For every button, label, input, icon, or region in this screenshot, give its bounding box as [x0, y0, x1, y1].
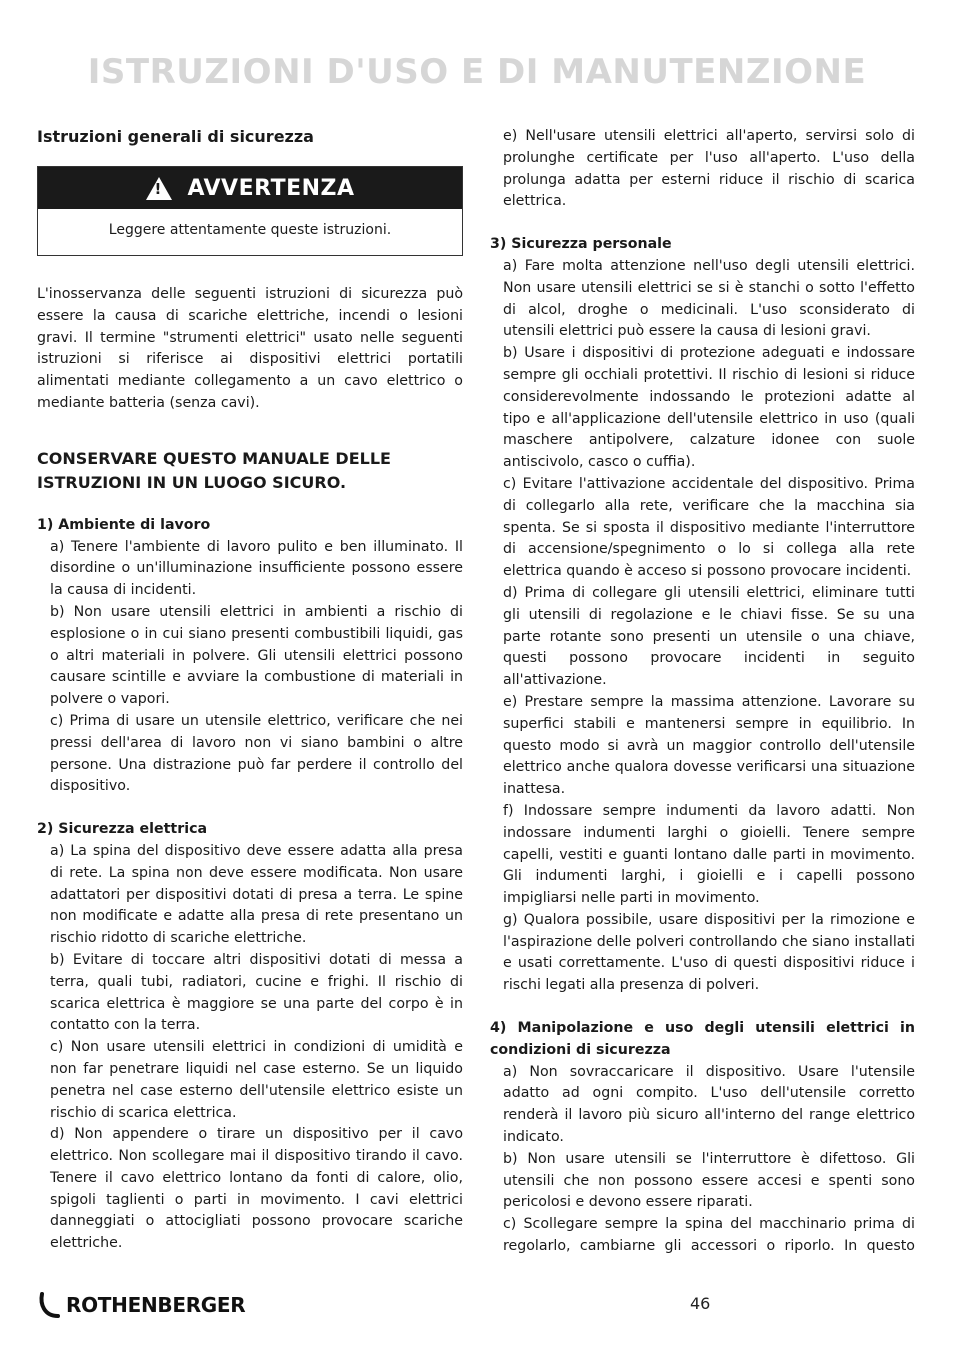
- brand-name: ROTHENBERGER: [66, 1293, 246, 1317]
- list-item: b) Non usare utensili elettrici in ambienti a rischio di esplosione o in cui siano presenti combustibili liquidi, gas o altri materiali in polvere. Gli utensili elettrici possono causare scintille e avviare la combustione di materiali in polvere o vapori.: [50, 603, 463, 708]
- page-number: 46: [690, 1294, 711, 1313]
- warning-header: [38, 167, 462, 209]
- warning-box: [37, 166, 463, 256]
- keep-manual-notice: CONSERVARE QUESTO MANUALE DELLE ISTRUZIONI IN UN LUOGO SICURO.: [37, 448, 391, 492]
- list-item: c) Non usare utensili elettrici in condizioni di umidità e non far penetrare liquidi nel case esterno. Se un liquido penetra nel case esterno dell'utensile elettrico esiste un rischio di scarica elettrica.: [50, 1039, 463, 1121]
- section-3-title: 3) Sicurezza personale: [490, 236, 672, 253]
- page-title: ISTRUZIONI D'USO E DI MANUTENZIONE: [87, 52, 867, 92]
- list-item: d) Non appendere o tirare un dispositivo per il cavo elettrico. Non scollegare mai il dispositivo tirando il cavo. Tenere il cavo elettrico lontano da fonti di calore, olio, spigoli taglienti o parti in movimento. I cavi elettrici danneggiati o attocigliati possono provocare scariche elettriche.: [50, 1126, 463, 1252]
- list-item: b) Usare i dispositivi di protezione adeguati e indossare sempre gli occhiali protettivi. Il rischio di lesioni si riduce considerevolmente indossando le protezioni adatte al tipo e all'applicazione dell'utensile elettrico in uso (quali maschere antipolvere, calzature idonee con suole antiscivolo, casco o cuffia).: [503, 345, 915, 471]
- left-column: [37, 126, 463, 1255]
- list-item: f) Indossare sempre indumenti da lavoro adatti. Non indossare indumenti larghi o gioielli. Tenere sempre capelli, vestiti e guanti lontano dalle parti in movimento. Gli indumenti larghi, i gioielli e i capelli possono impigliarsi nelle parti in movimento.: [503, 802, 915, 907]
- section-1-title: 1) Ambiente di lavoro: [37, 516, 211, 533]
- warning-triangle-icon: !: [146, 177, 172, 200]
- section-4-items: [490, 1062, 915, 1258]
- section-2-title: 2) Sicurezza elettrica: [37, 821, 208, 838]
- list-item: b) Non usare utensili se l'interruttore è difettoso. Gli utensili che non possono essere accesi e spenti sono pericolosi e devono essere riparati.: [503, 1150, 915, 1211]
- list-item: e) Prestare sempre la massima attenzione. Lavorare su superfici stabili e mantenersi sempre in equilibrio. In questo modo si avrà un maggior controllo dell'utensile elettrico anche qualora dovesse verificarsi una situazione inattesa.: [503, 693, 915, 798]
- section-4-title: 4) Manipolazione e uso degli utensili elettrici in condizioni di sicurezza: [490, 1020, 915, 1058]
- list-item: c) Prima di usare un utensile elettrico, verificare che nei pressi dell'area di lavoro non vi siano bambini o altre persone. Una distrazione può far perdere il controllo del dispositivo.: [50, 712, 463, 795]
- list-item: a) Fare molta attenzione nell'uso degli utensili elettrici. Non usare utensili elettrici se si è stanchi o sotto l'effetto di alcol, droghe o medicinali. L'uso sconsiderato di utensili elettrici può essere la causa di lesioni gravi.: [503, 257, 915, 340]
- list-item: g) Qualora possibile, usare dispositivi per la rimozione e l'aspirazione delle polveri controllando che siano installati e usati correttamente. L'uso di questi dispositivi riduce i rischi legati alla presenza di polveri.: [503, 911, 915, 994]
- list-item: b) Evitare di toccare altri dispositivi dotati di messa a terra, quali tubi, radiatori, cucine e frighi. Il rischio di scarica elettrica è maggiore se una parte del corpo è in contatto con la terra.: [50, 951, 463, 1034]
- list-item: a) Tenere l'ambiente di lavoro pulito e ben illuminato. Il disordine o un'illuminazione insufficiente possono essere la causa di incidenti.: [50, 538, 463, 599]
- right-column: [490, 126, 915, 1258]
- list-item: a) La spina del dispositivo deve essere adatta alla presa di rete. La spina non deve essere modificata. Non usare adattatori per dispositivi dotati di presa a terra. Le spine non modificate e adatte alla presa di rete presentano un rischio ridotto di scariche elettriche.: [50, 842, 463, 947]
- logo-hook-icon: [38, 1290, 64, 1320]
- intro-paragraph: L'inosservanza delle seguenti istruzioni di sicurezza può essere la causa di scariche elettriche, incendi o lesioni gravi. Il termine "strumenti elettrici" usato nelle seguenti istruzioni si riferisce ai dispositivi elettrici portatili alimentati mediante collegamento a un cavo elettrico o mediante batteria (senza cavi).: [37, 286, 463, 411]
- section-heading: Istruzioni generali di sicurezza: [37, 127, 314, 146]
- list-item: a) Non sovraccaricare il dispositivo. Usare l'utensile adatto ad ogni compito. L'uso dell'utensile corretto renderà il lavoro più sicuro all'interno del range elettrico indicato.: [503, 1063, 915, 1146]
- brand-logo: [38, 1289, 245, 1321]
- list-item: d) Prima di collegare gli utensili elettrici, eliminare tutti gli utensili di regolazione e le chiavi fisse. Se su una parte rotante sono presenti un utensile o una chiave, questi possono provocare incidenti in seguito all'attivazione.: [503, 584, 915, 689]
- section-2-items: [37, 841, 463, 1255]
- section-1-items: [37, 537, 463, 799]
- list-item: e) Nell'usare utensili elettrici all'aperto, servirsi solo di prolunghe certificate per l'uso all'aperto. L'uso della prolunga adatta per esterni riduce il rischio di scarica elettrica.: [503, 128, 915, 210]
- list-item: c) Evitare l'attivazione accidentale del dispositivo. Prima di collegarlo alla rete, verificare che la macchina sia spenta. Se si sposta il dispositivo mediante l'interruttore di accensione/spegnimento o lo si collega alla rete elettrica quando è acceso si possono provocare incidenti.: [503, 475, 915, 580]
- warning-text: Leggere attentamente queste istruzioni.: [108, 222, 392, 238]
- list-item: c) Scollegare sempre la spina del macchinario prima di regolarlo, cambiarne gli accessori o riporlo. In questo: [503, 1216, 915, 1255]
- warning-label: AVVERTENZA: [187, 175, 355, 201]
- section-3-items: [490, 256, 915, 997]
- section-2-continued: [490, 126, 915, 213]
